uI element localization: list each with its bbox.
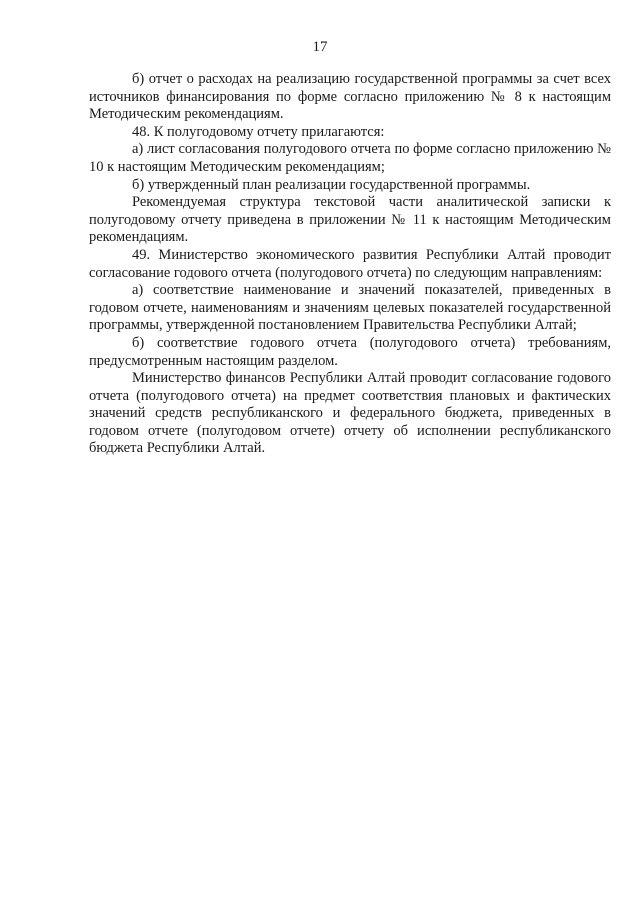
paragraph-48-heading: 48. К полугодовому отчету прилагаются: [132,123,385,140]
paragraph-48a-approval-sheet: а) лист согласования полугодового отчета по форме согласно приложению № 10 к настоящим Методическим рекомендациям; [89,141,611,175]
paragraph-49a-indicators: а) соответствие наименование и значений показателей, приведенных в годовом отчете, наименованиям и значениям целевых показателей государственной программы, утвержденной постановлением Правительства Республики Алтай; [89,282,611,334]
paragraph-recommended-structure: Рекомендуемая структура текстовой части аналитической записки к полугодовому отчету приведена в приложении № 11 к настоящим Методическим рекомендациям. [89,194,611,246]
page-number: 17 [312,39,328,55]
document-body [89,71,611,458]
paragraph-8b-expense-report: б) отчет о расходах на реализацию государственной программы за счет всех источников финансирования по форме согласно приложению № 8 к настоящим Методическим рекомендациям. [89,71,611,123]
paragraph-ministry-finance: Министерство финансов Республики Алтай проводит согласование годового отчета (полугодового отчета) на предмет соответствия плановых и фактических значений средств республиканского и федерального бюджета, приведенных в годовом отчете (полугодовом отчете) отчету об исполнении республиканского бюджета Республики Алтай. [89,370,611,457]
paragraph-49-ministry-economy: 49. Министерство экономического развития Республики Алтай проводит согласование годового отчета (полугодового отчета) по следующим направлениям: [89,246,611,281]
paragraph-49b-requirements: б) соответствие годового отчета (полугодового отчета) требованиям, предусмотренным настоящим разделом. [89,334,611,369]
paragraph-48b-approved-plan: б) утвержденный план реализации государственной программы. [132,176,531,193]
